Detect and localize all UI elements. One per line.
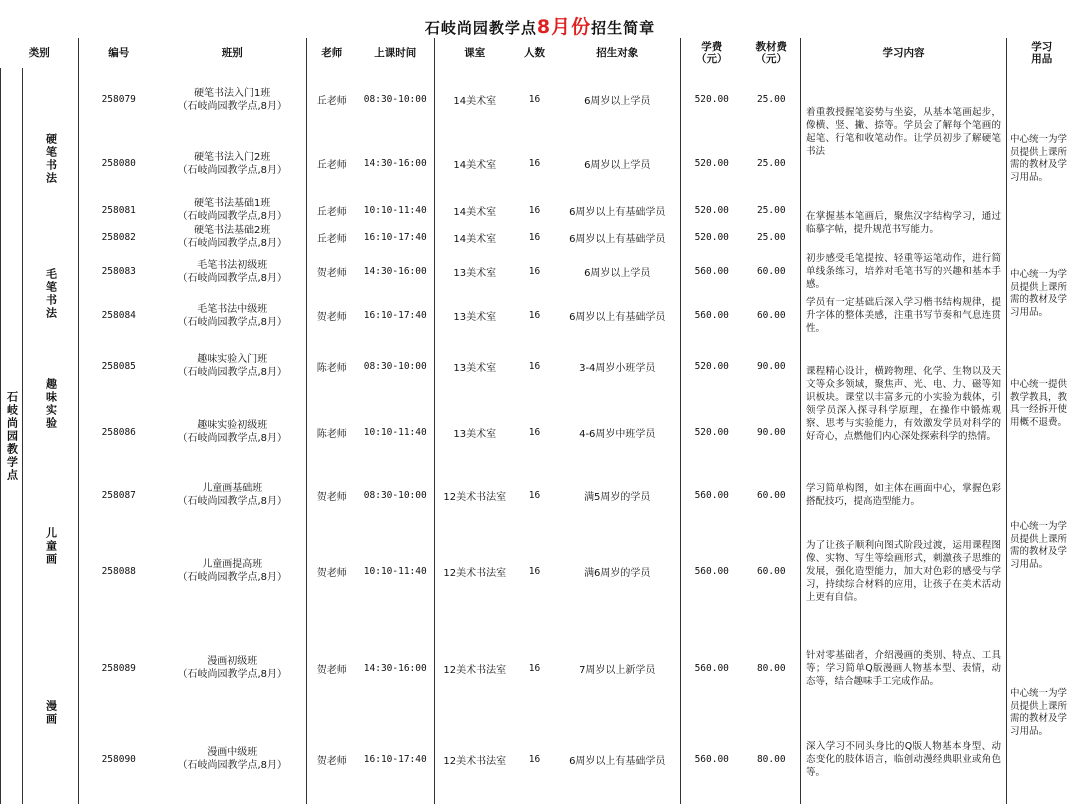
target-students: 6周岁以上有基础学员 xyxy=(569,755,666,767)
enrollment-table xyxy=(0,38,1077,804)
class-code: 258090 xyxy=(79,714,159,804)
class-title: 硬笔书法基础2班 xyxy=(194,225,271,236)
class-title: 硬笔书法基础1班 xyxy=(194,198,271,209)
class-name xyxy=(159,338,307,394)
header-supplies: 学习 用品 xyxy=(1007,38,1077,68)
class-name xyxy=(159,196,307,224)
class-time: 16:10-17:40 xyxy=(363,310,427,321)
supplies-brush: 中心统一为学员提供上课所需的教材及学习用品。 xyxy=(1007,250,1077,338)
class-code: 258083 xyxy=(79,250,159,293)
table-row xyxy=(1,68,1077,131)
class-time: 08:30-10:00 xyxy=(363,94,427,105)
material-fee: 60.00 xyxy=(756,310,786,321)
header-content: 学习内容 xyxy=(801,38,1007,68)
target-students: 3-4周岁小班学员 xyxy=(579,362,656,374)
class-name xyxy=(159,520,307,622)
teacher-name: 贺老师 xyxy=(307,520,357,622)
supplies-childart: 中心统一为学员提供上课所需的教材及学习用品。 xyxy=(1007,470,1077,622)
material-fee: 60.00 xyxy=(756,489,786,501)
class-size: 16 xyxy=(528,565,541,577)
class-name xyxy=(159,131,307,196)
classroom: 14美术室 xyxy=(435,68,515,131)
category-comic: 漫画 xyxy=(23,622,79,804)
class-location-note: （石岐尚园教学点,8月） xyxy=(177,433,288,444)
content-hardpen-basic: 在掌握基本笔画后，聚焦汉字结构学习，通过临摹字帖，提升规范书写能力。 xyxy=(801,196,1007,250)
tuition-fee: 520.00 xyxy=(681,196,743,224)
class-time: 08:30-10:00 xyxy=(363,360,427,372)
target-students: 6周岁以上有基础学员 xyxy=(569,233,666,245)
table-row xyxy=(1,338,1077,394)
class-size: 16 xyxy=(528,360,541,372)
class-time: 14:30-16:00 xyxy=(363,266,427,277)
teacher-name: 贺老师 xyxy=(307,622,357,714)
class-location-note: （石岐尚园教学点,8月） xyxy=(177,100,288,112)
tuition-fee: 520.00 xyxy=(681,338,743,394)
class-time: 10:10-11:40 xyxy=(363,204,427,216)
class-time: 16:10-17:40 xyxy=(363,231,427,243)
class-time: 14:30-16:00 xyxy=(363,158,427,169)
tuition-fee: 520.00 xyxy=(681,394,743,470)
supplies-experiment: 中心统一提供教学教具，教具一经拆开使用概不退费。 xyxy=(1007,338,1077,470)
teacher-name: 贺老师 xyxy=(307,293,357,338)
class-size: 16 xyxy=(528,489,541,501)
classroom: 12美术书法室 xyxy=(435,622,515,714)
class-time: 10:10-11:40 xyxy=(363,426,427,438)
class-name xyxy=(159,714,307,804)
class-location-note: （石岐尚园教学点,8月） xyxy=(177,238,288,249)
class-code: 258085 xyxy=(79,338,159,394)
table-row xyxy=(1,714,1077,804)
target-students: 6周岁以上学员 xyxy=(584,160,651,171)
material-fee: 25.00 xyxy=(756,204,786,216)
teacher-name: 丘老师 xyxy=(307,224,357,250)
teacher-name: 陈老师 xyxy=(307,338,357,394)
class-code: 258087 xyxy=(79,470,159,520)
material-fee: 80.00 xyxy=(756,753,786,765)
class-size: 16 xyxy=(528,158,541,169)
material-fee: 25.00 xyxy=(756,231,786,243)
table-row xyxy=(1,470,1077,520)
class-location-note: （石岐尚园教学点,8月） xyxy=(177,669,288,680)
target-students: 6周岁以上有基础学员 xyxy=(569,312,666,323)
content-hardpen-intro: 着重教授握笔姿势与坐姿，从基本笔画起步，像横、竖、撇、捺等。学员会了解每个笔画的起笔、行笔和收笔动作。让学员初步了解硬笔书法 xyxy=(801,68,1007,196)
teacher-name: 贺老师 xyxy=(307,470,357,520)
class-code: 258081 xyxy=(79,196,159,224)
material-fee: 60.00 xyxy=(756,565,786,577)
class-title: 毛笔书法初级班 xyxy=(197,259,268,271)
class-title: 儿童画提高班 xyxy=(202,559,263,570)
class-time: 08:30-10:00 xyxy=(363,489,427,501)
class-location-note: （石岐尚园教学点,8月） xyxy=(177,272,288,284)
header-count: 人数 xyxy=(524,47,545,59)
table-row xyxy=(1,293,1077,338)
classroom: 14美术室 xyxy=(435,131,515,196)
class-code: 258084 xyxy=(79,293,159,338)
location-label: 石岐尚园教学点 xyxy=(1,68,23,804)
header-material: 教材费 （元） xyxy=(755,41,787,65)
tuition-fee: 520.00 xyxy=(681,224,743,250)
tuition-fee: 560.00 xyxy=(681,520,743,622)
header-row xyxy=(1,38,1077,68)
classroom: 13美术室 xyxy=(435,293,515,338)
target-students: 6周岁以上学员 xyxy=(584,96,651,107)
class-size: 16 xyxy=(528,204,541,216)
class-name xyxy=(159,394,307,470)
class-name xyxy=(159,293,307,338)
header-teacher: 老师 xyxy=(307,38,357,68)
category-brush: 毛笔书法 xyxy=(23,250,79,338)
supplies-hardpen: 中心统一为学员提供上课所需的教材及学习用品。 xyxy=(1007,68,1077,250)
classroom: 14美术室 xyxy=(435,196,515,224)
classroom: 14美术室 xyxy=(435,224,515,250)
class-location-note: （石岐尚园教学点,8月） xyxy=(177,211,288,222)
class-title: 硬笔书法入门2班 xyxy=(194,151,271,163)
class-code: 258086 xyxy=(79,394,159,470)
class-size: 16 xyxy=(528,662,541,674)
content-brush-beginner: 初步感受毛笔提按、轻重等运笔动作，进行简单线条练习，培养对毛笔书写的兴趣和基本手感。 xyxy=(801,250,1007,293)
class-code: 258082 xyxy=(79,224,159,250)
month-highlight: 8月份 xyxy=(536,16,592,38)
target-students: 满6周岁的学员 xyxy=(584,567,651,579)
class-location-note: （石岐尚园教学点,8月） xyxy=(177,496,288,507)
tuition-fee: 560.00 xyxy=(681,293,743,338)
class-title: 漫画初级班 xyxy=(207,656,258,667)
class-name xyxy=(159,224,307,250)
header-code: 编号 xyxy=(79,38,159,68)
classroom: 12美术书法室 xyxy=(435,520,515,622)
header-class: 班别 xyxy=(221,47,243,59)
class-code: 258079 xyxy=(79,68,159,131)
class-code: 258089 xyxy=(79,622,159,714)
target-students: 6周岁以上学员 xyxy=(584,268,651,279)
target-students: 6周岁以上有基础学员 xyxy=(569,206,666,218)
material-fee: 90.00 xyxy=(756,426,786,438)
material-fee: 90.00 xyxy=(756,360,786,372)
content-childart-advanced: 为了让孩子顺利向图式阶段过渡，运用课程图像、实物、写生等绘画形式，刺激孩子思维的发展，强化造型能力，加大对色彩的感受与学习，持续综合材料的应用，让孩子在美术活动上更有自信。 xyxy=(801,520,1007,622)
class-title: 趣味实验入门班 xyxy=(197,354,268,365)
table-row xyxy=(1,196,1077,224)
teacher-name: 贺老师 xyxy=(307,250,357,293)
class-time: 16:10-17:40 xyxy=(363,753,427,765)
class-size: 16 xyxy=(528,94,541,105)
teacher-name: 陈老师 xyxy=(307,394,357,470)
classroom: 13美术室 xyxy=(435,394,515,470)
class-size: 16 xyxy=(528,426,541,438)
content-comic-beginner: 针对零基础者，介绍漫画的类别、特点、工具等；学习简单Q版漫画人物基本型、表情，动态等，结合趣味手工完成作品。 xyxy=(801,622,1007,714)
material-fee: 80.00 xyxy=(756,662,786,674)
class-location-note: （石岐尚园教学点,8月） xyxy=(177,316,288,328)
page-title: 石岐尚园教学点8月份招生简章 xyxy=(424,16,656,38)
table-row xyxy=(1,520,1077,622)
tuition-fee: 560.00 xyxy=(681,714,743,804)
target-students: 4-6周岁中班学员 xyxy=(579,428,656,440)
class-name xyxy=(159,68,307,131)
teacher-name: 丘老师 xyxy=(307,131,357,196)
class-location-note: （石岐尚园教学点,8月） xyxy=(177,572,288,583)
material-fee: 25.00 xyxy=(756,94,786,105)
classroom: 13美术室 xyxy=(435,338,515,394)
class-title: 趣味实验初级班 xyxy=(197,420,268,431)
header-category: 类别 xyxy=(28,47,50,59)
class-name xyxy=(159,470,307,520)
tuition-fee: 560.00 xyxy=(681,250,743,293)
classroom: 13美术室 xyxy=(435,250,515,293)
header-room: 课室 xyxy=(435,38,515,68)
header-fee: 学费 （元） xyxy=(681,38,743,68)
class-title: 毛笔书法中级班 xyxy=(197,303,268,315)
class-location-note: （石岐尚园教学点,8月） xyxy=(177,760,288,771)
class-size: 16 xyxy=(528,753,541,765)
category-childart: 儿童画 xyxy=(23,470,79,622)
class-location-note: （石岐尚园教学点,8月） xyxy=(177,367,288,378)
target-students: 满5周岁的学员 xyxy=(584,491,651,503)
target-students: 7周岁以上新学员 xyxy=(579,664,656,676)
tuition-fee: 560.00 xyxy=(681,470,743,520)
class-name xyxy=(159,250,307,293)
header-target: 招生对象 xyxy=(596,47,639,59)
tuition-fee: 520.00 xyxy=(681,131,743,196)
class-size: 16 xyxy=(528,310,541,321)
tuition-fee: 520.00 xyxy=(681,68,743,131)
content-experiment: 课程精心设计，横跨物理、化学、生物以及天文等众多领域，聚焦声、光、电、力、磁等知识板块。课堂以丰富多元的小实验为载体，引领学员深入探寻科学原理，在操作中锻炼观察、思考与实验能力，有效激发学员对科学的好奇心，点燃他们内心深处探索科学的热情。 xyxy=(801,338,1007,470)
content-brush-intermediate: 学员有一定基础后深入学习楷书结构规律，提升字体的整体美感，注重书写节奏和气息连贯性。 xyxy=(801,293,1007,338)
class-location-note: （石岐尚园教学点,8月） xyxy=(177,164,288,176)
class-name xyxy=(159,622,307,714)
classroom: 12美术书法室 xyxy=(435,470,515,520)
class-code: 258080 xyxy=(79,131,159,196)
material-fee: 60.00 xyxy=(756,266,786,277)
class-time: 10:10-11:40 xyxy=(363,565,427,577)
class-title: 硬笔书法入门1班 xyxy=(194,87,271,99)
class-code: 258088 xyxy=(79,520,159,622)
tuition-fee: 560.00 xyxy=(681,622,743,714)
supplies-comic: 中心统一为学员提供上课所需的教材及学习用品。 xyxy=(1007,622,1077,804)
material-fee: 25.00 xyxy=(756,158,786,169)
table-row xyxy=(1,250,1077,293)
class-title: 儿童画基础班 xyxy=(202,483,263,494)
teacher-name: 丘老师 xyxy=(307,196,357,224)
class-title: 漫画中级班 xyxy=(207,747,258,758)
header-time: 上课时间 xyxy=(374,47,417,59)
class-size: 16 xyxy=(528,231,541,243)
class-time: 14:30-16:00 xyxy=(363,662,427,674)
classroom: 12美术书法室 xyxy=(435,714,515,804)
content-comic-intermediate: 深入学习不同头身比的Q版人物基本身型、动态变化的肢体语言，临创动漫经典职业或角色等。 xyxy=(801,714,1007,804)
class-size: 16 xyxy=(528,266,541,277)
table-row xyxy=(1,622,1077,714)
teacher-name: 贺老师 xyxy=(307,714,357,804)
category-experiment: 趣味实验 xyxy=(23,338,79,470)
teacher-name: 丘老师 xyxy=(307,68,357,131)
category-hardpen: 硬笔书法 xyxy=(23,68,79,250)
content-childart-basic: 学习简单构图，如主体在画面中心，掌握色彩搭配技巧，提高造型能力。 xyxy=(801,470,1007,520)
